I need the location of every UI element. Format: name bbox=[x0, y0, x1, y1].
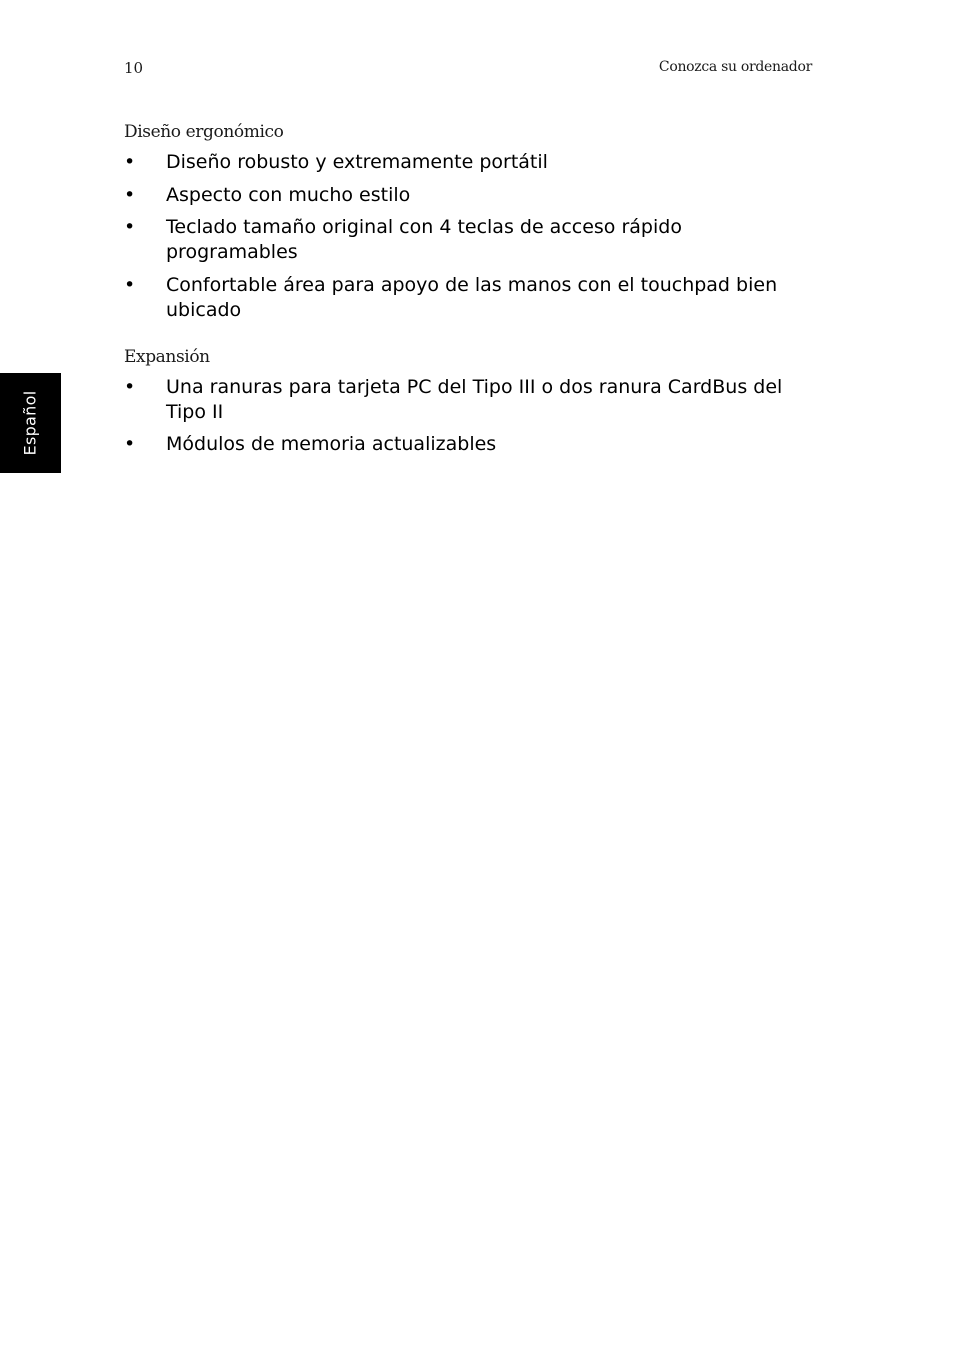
list-item bbox=[124, 215, 804, 265]
bullet-list bbox=[124, 150, 804, 323]
list-item bbox=[124, 183, 804, 208]
list-item bbox=[124, 375, 804, 425]
bullet-icon: • bbox=[124, 183, 136, 206]
list-item bbox=[124, 150, 804, 175]
page-content bbox=[124, 120, 804, 479]
language-side-tab bbox=[0, 373, 61, 473]
bullet-icon: • bbox=[124, 375, 136, 398]
page-number: 10 bbox=[124, 59, 144, 77]
list-item-text: Una ranuras para tarjeta PC del Tipo III o dos ranura CardBus del Tipo II bbox=[166, 375, 783, 423]
list-item-text: Módulos de memoria actualizables bbox=[166, 433, 497, 455]
list-item-text: Teclado tamaño original con 4 teclas de acceso rápido programables bbox=[166, 216, 682, 263]
list-item-text: Diseño robusto y extremamente portátil bbox=[166, 151, 548, 173]
section-ergonomic-design bbox=[124, 120, 804, 323]
language-tab-label: Español bbox=[20, 390, 40, 456]
section-heading: Expansión bbox=[124, 346, 210, 367]
bullet-list bbox=[124, 375, 804, 458]
list-item-text: Confortable área para apoyo de las manos con el touchpad bien ubicado bbox=[166, 273, 778, 321]
list-item bbox=[124, 273, 804, 323]
bullet-icon: • bbox=[124, 273, 136, 296]
list-item-text: Aspecto con mucho estilo bbox=[166, 183, 411, 206]
section-expansion bbox=[124, 345, 804, 458]
list-item bbox=[124, 432, 804, 457]
bullet-icon: • bbox=[124, 151, 136, 173]
bullet-icon: • bbox=[124, 216, 136, 238]
bullet-icon: • bbox=[124, 433, 136, 455]
section-heading: Diseño ergonómico bbox=[124, 122, 284, 142]
running-header: Conozca su ordenador bbox=[658, 59, 812, 75]
